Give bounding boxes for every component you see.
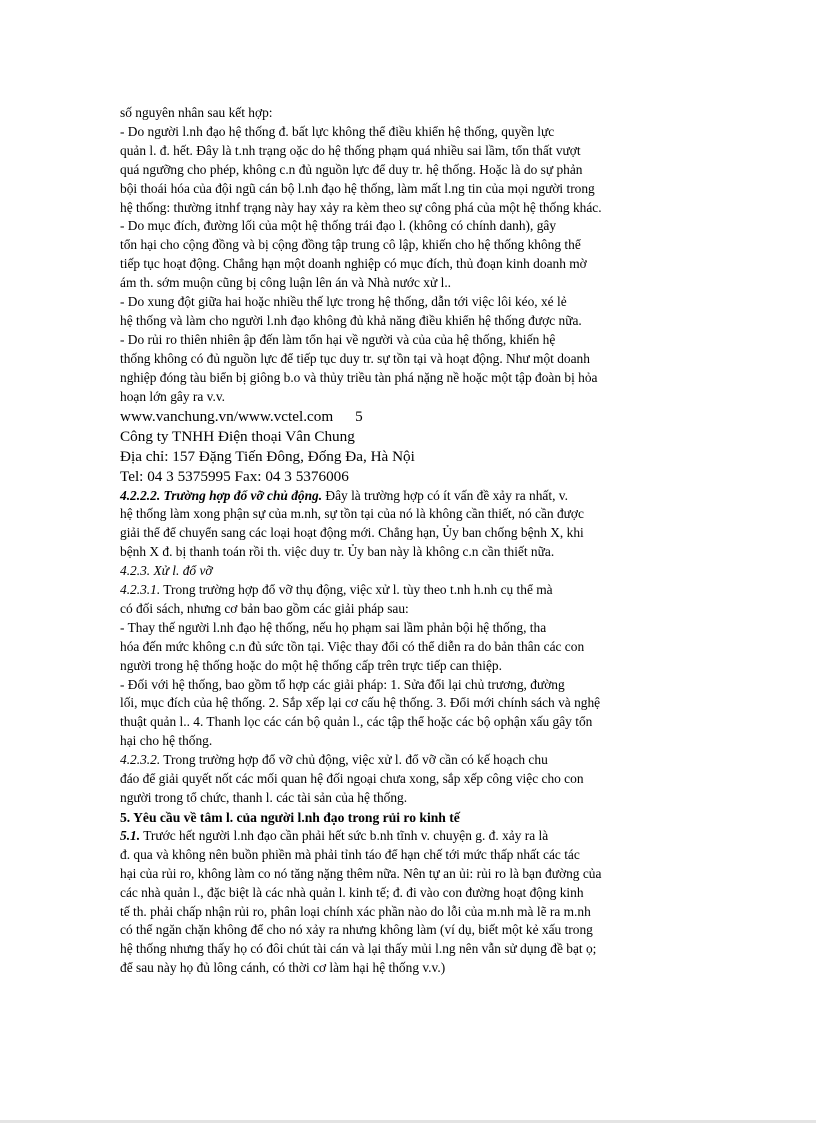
text-line: quá ngưỡng cho phép, không c.n đủ nguồn lực để duy tr. hệ thống. Hoặc là do sự phản (120, 161, 583, 177)
section-text: Trước hết người l.nh đạo cần phải hết sức b.nh tĩnh v. chuyện g. đ. xảy ra là (140, 827, 549, 843)
text-line: hệ thống và làm cho người l.nh đạo không đủ khả năng điều khiển hệ thống được nữa. (120, 312, 582, 328)
text-line: tế th. phải chấp nhận rủi ro, phân loại chính xác phần nào do lỗi của m.nh mà lẽ ra m.nh (120, 903, 591, 919)
section-first-line (120, 751, 710, 770)
section-number: 4.2.3.2. (120, 752, 161, 768)
paragraph-causes (120, 104, 710, 407)
section-text: Trong trường hợp đổ vỡ thụ động, việc xử l. tùy theo t.nh h.nh cụ thể mà (160, 582, 553, 598)
footer-phone: Tel: 04 3 5375995 Fax: 04 3 5376006 (120, 467, 349, 485)
section-5-1 (120, 827, 710, 978)
text-line: lối, mục đích của hệ thống. 2. Sắp xếp lại cơ cấu hệ thống. 3. Đổi mới chính sách và nghệ (120, 695, 601, 711)
document-page (120, 104, 710, 978)
text-line: số nguyên nhân sau kết hợp: (120, 105, 273, 120)
text-line: hại cho hệ thống. (120, 733, 213, 749)
section-body (120, 846, 710, 978)
text-line: người trong hệ thống hoặc do một hệ thống cấp trên trực tiếp can thiệp. (120, 657, 502, 673)
text-line: - Do người l.nh đạo hệ thống đ. bất lực không thể điều khiển hệ thống, quyền lực (120, 123, 555, 139)
section-heading-5: 5. Yêu cầu về tâm l. của người l.nh đạo trong rủi ro kinh tế (120, 809, 460, 825)
text-line: đáo để giải quyết nốt các mối quan hệ đối ngoại chưa xong, sắp xếp công việc cho con (120, 771, 584, 787)
section-first-line (120, 581, 710, 600)
text-line: hại của rủi ro, không làm co nó tăng nặng thêm nữa. Nên tự an ủi: rủi ro là bạn đường của (120, 865, 602, 881)
text-line: - Do xung đột giữa hai hoặc nhiều thế lực trong hệ thống, dẫn tới việc lôi kéo, xé lẻ (120, 294, 567, 310)
section-body (120, 600, 710, 751)
text-line: để sau này họ đủ lông cánh, có thời cơ làm hại hệ thống v.v.) (120, 960, 446, 976)
text-line: bệnh X đ. bị thanh toán rồi th. việc duy tr. Ủy ban này là không c.n cần thiết nữa. (120, 544, 555, 560)
footer-company: Công ty TNHH Điện thoại Vân Chung (120, 427, 355, 445)
text-line: thống không có đủ nguồn lực để tiếp tục duy tr. sự tồn tại và hoạt động. Như một doanh (120, 350, 590, 366)
text-line: tiếp tục hoạt động. Chẳng hạn một doanh nghiệp có mục đích, thủ đoạn kinh doanh mờ (120, 256, 587, 272)
footer-page-number: 5 (355, 407, 363, 425)
footer-address: Địa chỉ: 157 Đặng Tiến Đông, Đống Đa, Hà Nội (120, 447, 415, 465)
text-line: bội thoái hóa của đội ngũ cán bộ l.nh đạo hệ thống, làm mất l.ng tin của mọi người trong (120, 180, 595, 196)
text-line: hệ thống: thường itnhf trạng này hay xảy ra kèm theo sự công phá của một hệ thống khác. (120, 199, 602, 215)
text-line: các nhà quản l., đặc biệt là các nhà quản l. kinh tế; đ. đi vào con đường hoạt động kinh (120, 884, 584, 900)
text-line: - Do mục đích, đường lối của một hệ thống trái đạo l. (không có chính danh), gây (120, 218, 557, 234)
text-line: hoạn lớn gây ra v.v. (120, 388, 225, 404)
section-4-2-3-2 (120, 751, 710, 808)
text-line: giải thể để chuyển sang các loại hoạt động mới. Chẳng hạn, Ủy ban chống bệnh X, khi (120, 525, 584, 541)
section-number: 5.1. (120, 827, 141, 843)
footer-website: www.vanchung.vn/www.vctel.com (120, 407, 334, 425)
page-footer (120, 407, 710, 487)
text-line: hệ thống nhưng thấy họ có đôi chút tài cán và lại thấy mủi l.ng nên vẫn sử dụng đề bạt ọ; (120, 941, 597, 957)
text-line: hóa đến mức không c.n đủ sức tồn tại. Việc thay đổi có thể diễn ra do bản thân các con (120, 638, 585, 654)
section-4-2-3-1 (120, 581, 710, 751)
section-heading-4-2-3: 4.2.3. Xử l. đổ vỡ (120, 563, 213, 579)
section-number: 4.2.3.1. (120, 582, 161, 598)
text-line: nghiệp đóng tàu biển bị giông b.o và thủy triều tàn phá nặng nề hoặc một tập đoàn bị hỏa (120, 369, 598, 385)
section-number: 4.2.2.2. Trường hợp đổ vỡ chủ động. (120, 487, 323, 503)
text-line: tổn hại cho cộng đồng và bị cộng đồng tập trung cô lập, khiến cho hệ thống không thể (120, 237, 581, 253)
text-line: hệ thống làm xong phận sự của m.nh, sự tồn tại của nó là không cần thiết, nó cần được (120, 506, 584, 522)
text-line: - Đối với hệ thống, bao gồm tổ hợp các giải pháp: 1. Sửa đổi lại chủ trương, đường (120, 676, 565, 692)
text-line: quản l. đ. hết. Đây là t.nh trạng oặc do hệ thống phạm quá nhiều sai lầm, tổn thất vượt (120, 142, 581, 158)
text-line: có đối sách, nhưng cơ bản bao gồm các giải pháp sau: (120, 600, 409, 616)
text-line: - Thay thế người l.nh đạo hệ thống, nếu họ phạm sai lầm phản bội hệ thống, tha (120, 619, 547, 635)
text-line: thuật quản l.. 4. Thanh lọc các cán bộ quản l., các tập thể hoặc các bộ ophận xấu gây tổn (120, 714, 593, 730)
section-text: Đây là trường hợp có ít vấn đề xảy ra nhất, v. (322, 487, 568, 503)
section-4-2-2-2 (120, 487, 710, 563)
text-line: người trong tổ chức, thanh l. các tài sản của hệ thống. (120, 790, 408, 805)
section-body (120, 770, 710, 808)
section-text: Trong trường hợp đổ vỡ chủ động, việc xử l. đổ vỡ cần có kế hoạch chu (160, 752, 548, 768)
footer-website-line (120, 407, 710, 427)
section-body (120, 505, 710, 562)
text-line: - Do rủi ro thiên nhiên ập đến làm tổn hại về người và của của hệ thống, khiến hệ (120, 331, 556, 347)
section-first-line (120, 487, 710, 506)
text-line: đ. qua và không nên buồn phiền mà phải tỉnh táo để hạn chế tới mức thấp nhất các tác (120, 846, 580, 862)
section-first-line (120, 827, 710, 846)
text-line: ám th. sớm muộn cũng bị công luận lên án và Nhà nước xử l.. (120, 275, 452, 291)
text-line: có thể ngăn chặn không để cho nó xảy ra nhưng không làm (ví dụ, biết một kẻ xấu trong (120, 922, 593, 938)
